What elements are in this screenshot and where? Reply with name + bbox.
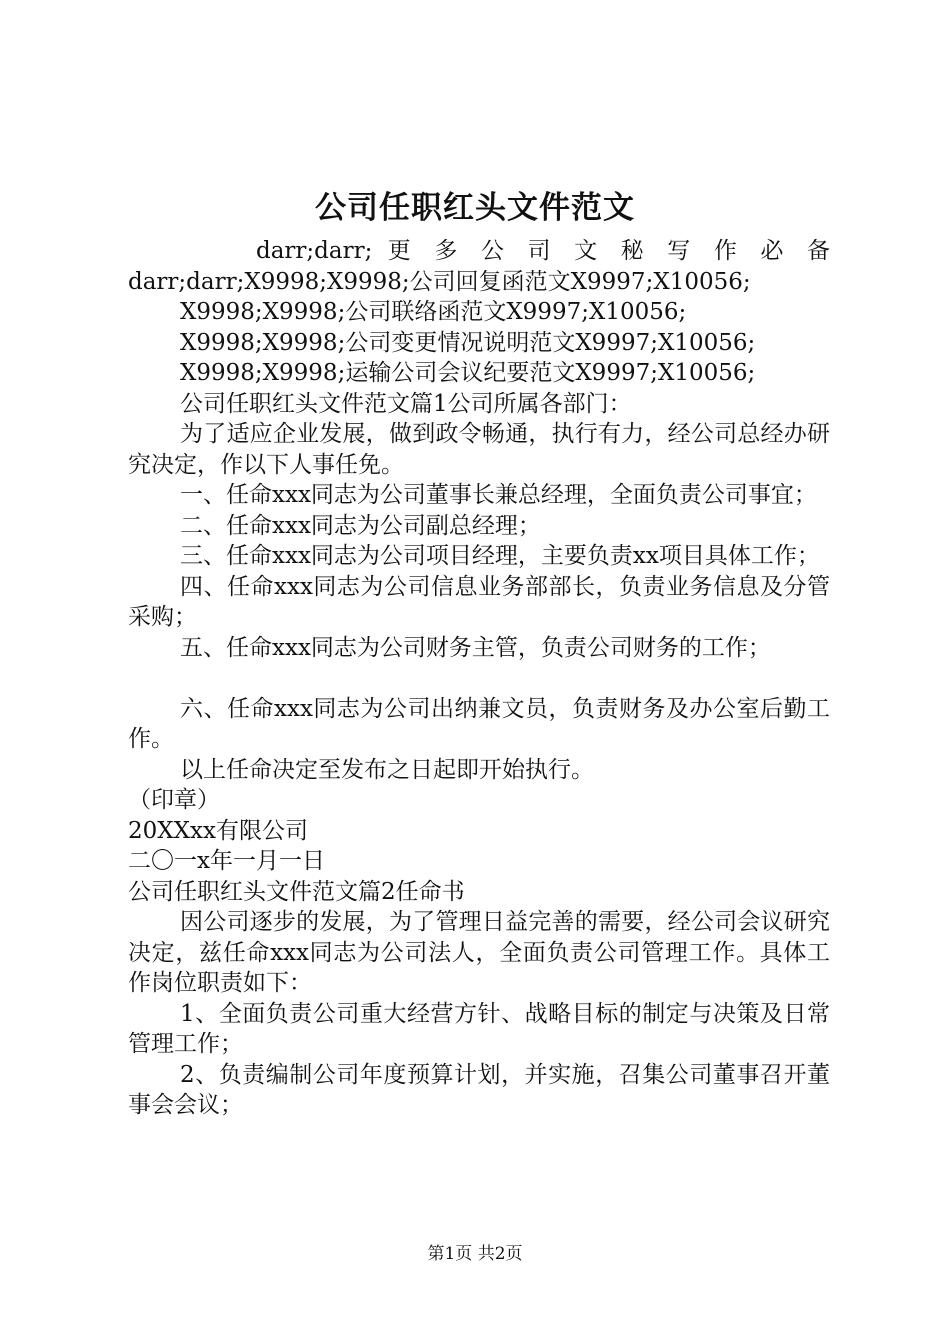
related-link-line: X9998;X9998;公司变更情况说明范文X9997;X10056;: [180, 329, 756, 356]
seal-note: （印章）: [128, 787, 220, 813]
duty-item-1: 1、全面负责公司重大经营方针、战略目标的制定与决策及日常管理工作；: [128, 1000, 830, 1057]
document-date: 二〇一x年一月一日: [128, 848, 325, 874]
related-link-line: X9998;X9998;公司联络函范文X9997;X10056;: [180, 299, 687, 325]
related-link-line: X9998;X9998;运输公司会议纪要范文X9997;X10056;: [180, 360, 756, 386]
paragraph-appointment-6: 六、任命xxx同志为公司出纳兼文员，负责财务及办公室后勤工作。: [128, 695, 830, 752]
blank-line: [128, 663, 830, 694]
section-heading-2: 公司任职红头文件范文篇2任命书: [128, 878, 465, 905]
document-body: [128, 236, 830, 1121]
paragraph-appointment-letter: 因公司逐步的发展，为了管理日益完善的需要，经公司会议研究决定，兹任命xxx同志为公司法人，全面负责公司管理工作。具体工作岗位职责如下：: [128, 909, 830, 996]
paragraph-appointment-5: 五、任命xxx同志为公司财务主管，负责公司财务的工作；: [180, 634, 771, 661]
paragraph-appointment-2: 二、任命xxx同志为公司副总经理；: [180, 512, 541, 539]
section-heading-1: 公司任职红头文件范文篇1公司所属各部门：: [180, 390, 632, 417]
paragraph-appointment-1: 一、任命xxx同志为公司董事长兼总经理，全面负责公司事宜；: [180, 482, 817, 508]
more-templates-line: darr;darr; 更 多 公 司 文 秘 写 作 必 备: [256, 238, 830, 264]
paragraph-effective: 以上任命决定至发布之日起即开始执行。: [180, 756, 594, 783]
related-link-line: darr;darr;X9998;X9998;公司回复函范文X9997;X10056;: [128, 268, 751, 295]
paragraph-appointment-3: 三、任命xxx同志为公司项目经理，主要负责xx项目具体工作；: [180, 543, 820, 569]
duty-item-2: 2、负责编制公司年度预算计划，并实施，召集公司董事召开董事会会议；: [128, 1061, 830, 1118]
document-title: 公司任职红头文件范文: [315, 190, 635, 226]
paragraph-intro: 为了适应企业发展，做到政令畅通，执行有力，经公司总经办研究决定，作以下人事任免。: [128, 421, 830, 478]
paragraph-appointment-4: 四、任命xxx同志为公司信息业务部部长，负责业务信息及分管采购；: [128, 573, 830, 630]
page-footer: 第1页 共2页: [427, 1244, 523, 1264]
company-name: 20XXxx有限公司: [128, 817, 308, 844]
